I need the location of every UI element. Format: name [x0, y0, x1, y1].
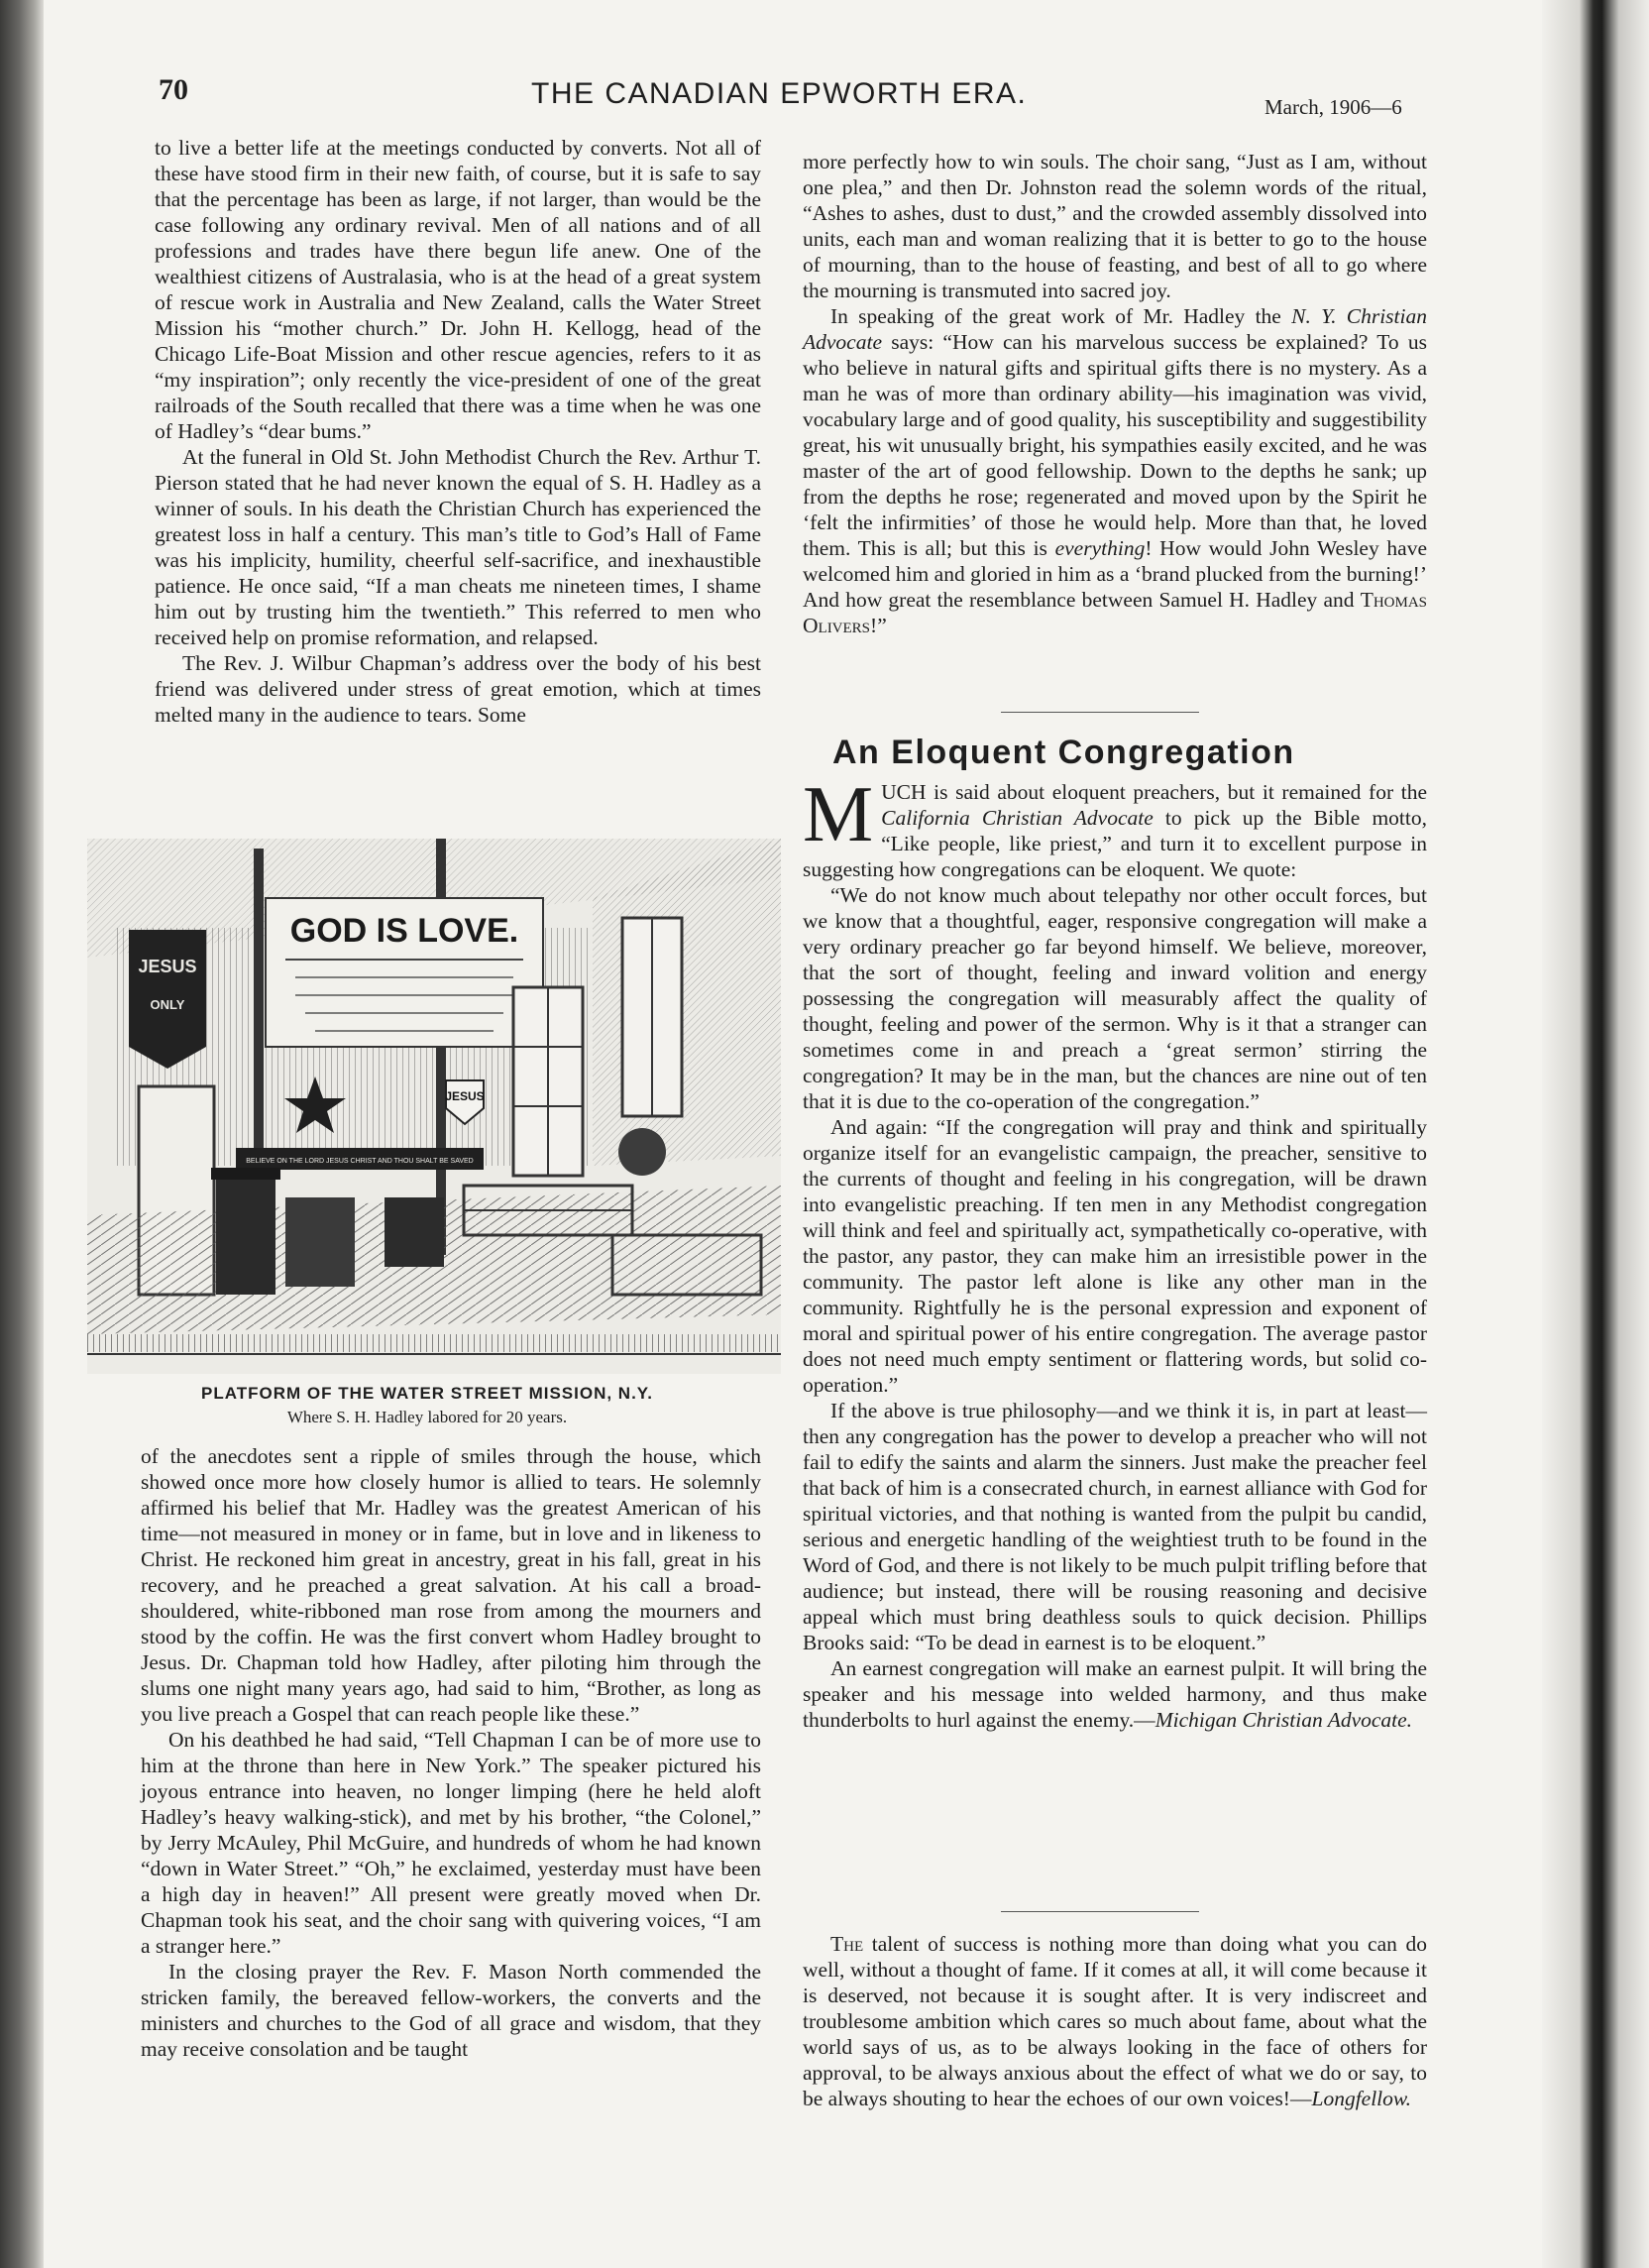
- text-run: to pick up the Bible motto, “Like people, like priest,” and turn it to excellent purpose in suggesting how congregations can be eloquent. We quote:: [803, 806, 1427, 881]
- drop-cap: M: [803, 771, 874, 858]
- text-run: says: “How can his marvelous success be explained? To us who believe in natural gifts and spiritual gifts there is no mystery. As a man he was of more than ordinary ability—his imagination was vivid, vocabulary large and of good quality, his susceptibility and suggestibility great, his wit unusually bright, his sympathies easily excited, and he was master of the art of good fellowship. Down to the depths he sank; up from the depths he rose; regenerated and moved upon by the Spirit he ‘felt the infirmities’ of those he would help. More than that, he loved them. This is all; but this is: [803, 330, 1427, 560]
- lead-word: The: [830, 1932, 864, 1956]
- text-run: ! How would John Wesley have welcomed him and gloried in him as a ‘brand plucked from the burning!’ And how great the resemblance between Samuel H. Hadley and: [803, 536, 1427, 612]
- paragraph: [803, 1931, 1427, 2111]
- paragraph: In the closing prayer the Rev. F. Mason North commended the stricken family, the bereaved fellow-workers, the converts and the ministers and churches to the God of all grace and wisdom, that they may receive consolation and be taught: [141, 1960, 761, 2061]
- source-credit: Michigan Christian Advocate.: [1154, 1708, 1413, 1732]
- article-body: [803, 771, 1427, 1733]
- article-title: An Eloquent Congregation: [832, 734, 1295, 771]
- jesus-sign-text: JESUS: [445, 1089, 485, 1103]
- organ: [285, 1197, 355, 1287]
- paragraph: of the anecdotes sent a ripple of smiles through the house, which showed once more how closely humor is allied to tears. He solemnly affirmed his belief that Mr. Hadley was the greatest American of his time—not measured in money or in fame, but in love and in likeness to Christ. He reckoned him great in ancestry, great in his fall, great in his recovery, and he preached a great salvation. At his call a broad-shouldered, white-ribboned man rose from among the mourners and stood by the coffin. He was the first convert whom Hadley brought to Jesus. Dr. Chapman told how Hadley, after piloting him through the slums one night many years ago, had said to him, “Brother, as long as you live preach a Gospel that can reach people like these.”: [141, 1444, 761, 1726]
- paragraph: If the above is true philosophy—and we think it is, in part at least—then any congregation has the power to develop a preacher who will not fail to edify the saints and alarm the sinners. Just make the preacher feel that back of him is a consecrated church, in earnest alliance with God for spiritual victories, and that nothing is wanted from the pulpit bu candid, serious and energetic handling of the weightiest truth to be found in the Word of God, and there is not likely to be much pulpit trifling before that audience; but instead, there will be rousing reasoning and decisive appeal which must bring deathless souls to quick decision. Phillips Brooks said: “To be dead in earnest is to be eloquent.”: [803, 1399, 1427, 1654]
- section-divider: [1001, 1911, 1199, 1912]
- paragraph: The Rev. J. Wilbur Chapman’s address over the body of his best friend was delivered under stress of great emotion, which at times melted many in the audience to tears. Some: [155, 651, 761, 727]
- page-number: 70: [159, 73, 188, 106]
- paragraph: more perfectly how to win souls. The choir sang, “Just as I am, without one plea,” and then Dr. Johnston read the solemn words of the ritual, “Ashes to ashes, dust to dust,” and the crowded assembly dissolved into units, each man and woman realizing that it is better to go to the house of mourning, than to the house of feasting, and best of all to go where the mourning is transmuted into sacred joy.: [803, 150, 1427, 302]
- side-banner-text: ONLY: [150, 997, 185, 1012]
- name-smallcaps: Thomas Olivers: [803, 588, 1427, 637]
- illustration-caption: [194, 1384, 660, 1427]
- running-head: THE CANADIAN EPWORTH ERA.: [531, 77, 1028, 110]
- paragraph: On his deathbed he had said, “Tell Chapman I can be of more use to him at the throne than here in New York.” The speaker pictured his joyous entrance into heaven, no longer limping (here he held aloft Hadley’s heavy walking-stick), and met by his brother, “the Colonel,” by Jerry McAuley, Phil McGuire, and hundreds of whom he had known “down in Water Street.” “Oh,” he exclaimed, yesterday must have been a high day in heaven!” All present were greatly moved when Dr. Chapman took his seat, and the choir sang with quivering voices, “I am a stranger here.”: [141, 1728, 761, 1958]
- publication-name: N. Y. Christian Advocate: [803, 304, 1427, 354]
- left-page-binding: [0, 0, 44, 2268]
- left-column-bottom: [141, 1443, 761, 2062]
- emphasis: everything: [1054, 536, 1146, 560]
- left-column-top: [155, 135, 761, 728]
- chair: [385, 1197, 444, 1267]
- caption-subtitle: Where S. H. Hadley labored for 20 years.: [286, 1408, 568, 1426]
- potted-plant: [618, 1128, 666, 1176]
- publication-name: California Christian Advocate: [881, 806, 1154, 830]
- paragraph: And again: “If the congregation will pray and think and spiritually organize itself for an evangelistic campaign, the preacher, sensitive to the currents of thought and feeling in his congregation, will be drawn into evangelistic preaching. If ten men in any Methodist congregation will think and feel and spiritually act, sympathetically co-operative, with the pastor, any pastor, they can make him an irresistible power in the community. The pastor left alone is like any other man in the community. Rightfully he is the personal expression and exponent of moral and spiritual power of his entire congregation. The average pastor does not need much empty sentiment or flattering words, but solid co-operation.”: [803, 1115, 1427, 1397]
- source-credit: Longfellow.: [1311, 2087, 1412, 2110]
- banner-main-text: GOD IS LOVE.: [289, 912, 519, 950]
- text-run: UCH is said about eloquent preachers, but it remained for the: [881, 780, 1427, 804]
- caption-title: PLATFORM OF THE WATER STREET MISSION, N.Y.: [201, 1384, 653, 1403]
- paragraph: [803, 303, 1427, 638]
- text-run: !”: [870, 614, 887, 637]
- quote-block: [803, 1931, 1427, 2111]
- paragraph: to live a better life at the meetings conducted by converts. Not all of these have stood firm in their new faith, of course, but it is safe to say that the percentage has been as large, if not larger, than would be the case following any ordinary revival. Men of all nations and of all professions and trades have there begun life anew. One of the wealthiest citizens of Australasia, who is at the head of a great system of rescue work in Australia and New Zealand, calls the Water Street Mission his “mother church.” Dr. John H. Kellogg, head of the Chicago Life-Boat Mission and other rescue agencies, refers to it as “my inspiration”; only recently the vice-president of one of the great railroads of the South recalled that there was a time when he was one of Hadley’s “dear bums.”: [155, 136, 761, 443]
- pulpit: [216, 1176, 275, 1295]
- paragraph: [803, 1655, 1427, 1733]
- paragraph: [803, 771, 1427, 882]
- text-run: talent of success is nothing more than doing what you can do well, without a thought of fame. If it comes at all, it will come because it is deserved, not because it is sought after. It is very indiscreet and troublesome ambition which cares so much about fame, about what the world says of us, as to be always looking in the face of others for approval, to be always anxious about the effect of what we do or say, to be always shouting to hear the echoes of our own voices!—: [803, 1932, 1427, 2110]
- text-run: An earnest congregation will make an earnest pulpit. It will bring the speaker and his message into welded harmony, and thus make thunderbolts to hurl against the enemy.—: [803, 1656, 1427, 1732]
- section-divider: [1001, 712, 1199, 713]
- paragraph: At the funeral in Old St. John Methodist Church the Rev. Arthur T. Pierson stated that he had never known the equal of S. H. Hadley as a winner of souls. In his death the Christian Church has experienced the greatest loss in half a century. This man’s title to God’s Hall of Fame was his implicity, humility, cheerful self-sacrifice, and inexhaustible patience. He once said, “If a man cheats me nineteen times, I shame him out by trusting him the twentieth.” This referred to men who received help on promise reformation, and relapsed.: [155, 445, 761, 649]
- right-column-top: [803, 149, 1427, 638]
- mission-platform-illustration: [87, 839, 781, 1374]
- rail-text: BELIEVE ON THE LORD JESUS CHRIST AND THOU SHALT BE SAVED: [246, 1158, 474, 1165]
- side-banner-text: JESUS: [138, 957, 197, 976]
- right-page-binding: [1542, 0, 1649, 2268]
- paragraph: “We do not know much about telepathy nor other occult forces, but we know that a thoughtful, eager, responsive congregation will make a very ordinary preacher go far beyond himself. We believe, moreover, that the sort of thought, feeling and inward volition and energy possessing the congregation will measurably affect the quality of thought, feeling and power of the sermon. Why is it that a stranger can sometimes come in and preach a ‘great sermon’ stirring the congregation? It may be in the man, but the chances are nine out of ten that it is due to the co-operation of the congregation.”: [803, 883, 1427, 1113]
- text-run: In speaking of the great work of Mr. Hadley the: [830, 304, 1292, 328]
- issue-date: March, 1906—6: [1264, 95, 1402, 119]
